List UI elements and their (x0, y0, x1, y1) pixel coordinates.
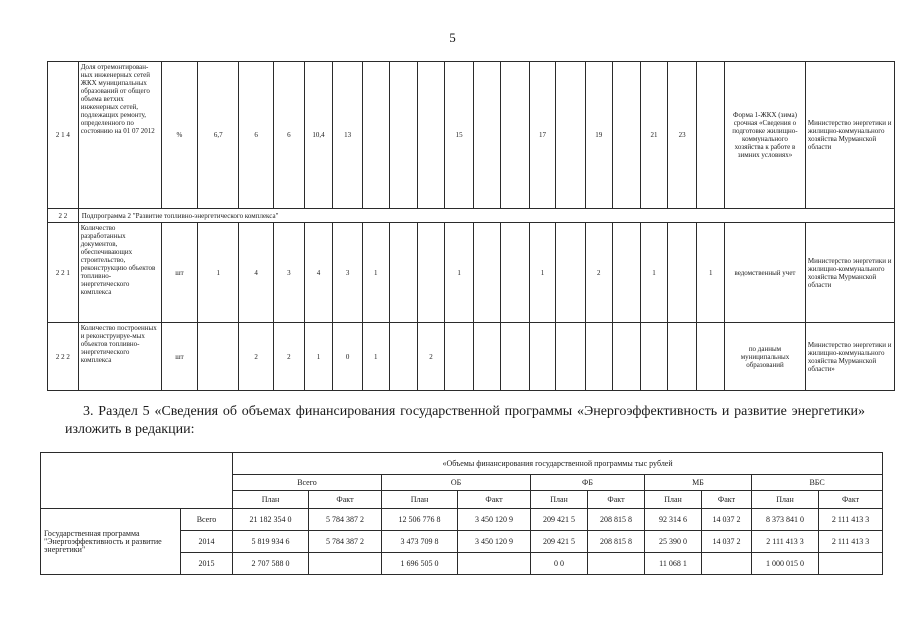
financing-table (40, 452, 883, 575)
value-cell: 1 (363, 223, 390, 323)
value-cell: 1 (444, 223, 474, 323)
value-cell: 208 815 8 (588, 509, 645, 531)
table-header-row (41, 453, 883, 475)
indicator-description: Доля отремонтирован-ных инженерных сетей ЖКХ муниципальных образований от общего объема ветхих инженерных сетей, подлежащих ремонту, определенного по состоянию на 01 07 2012 (78, 62, 161, 209)
row-number: 2 1 4 (48, 62, 79, 209)
value-cell: 11 068 1 (645, 553, 702, 575)
value-cell: 2 (274, 323, 305, 391)
indicator-description: Количество построенных и реконструируе-мых объектов топливно-энергетического комплекса (78, 323, 161, 391)
value-cell: 1 (198, 223, 239, 323)
indicator-description: Количество разработанных документов, обеспечивающих строительство, реконструкцию объектов топливно-энергетического комплекса (78, 223, 161, 323)
ministry-cell: Министерство энергетики и жилищно-коммунального хозяйства Мурманской области (805, 62, 894, 209)
value-cell: 1 (697, 223, 725, 323)
plan-label: План (382, 491, 458, 509)
value-cell: 2 111 413 3 (819, 509, 883, 531)
value-cell: 2 707 588 0 (233, 553, 309, 575)
value-cell: 209 421 5 (531, 531, 588, 553)
value-cell: 3 473 709 8 (382, 531, 458, 553)
value-cell: 6 (274, 62, 305, 209)
value-cell: 19 (585, 62, 612, 209)
unit-cell: шт (161, 323, 198, 391)
unit-cell: шт (161, 223, 198, 323)
value-cell: 13 (333, 62, 363, 209)
value-cell: 3 450 120 9 (458, 509, 531, 531)
source-cell: ведомственный учет (725, 223, 806, 323)
fact-label: Факт (309, 491, 382, 509)
value-cell: 21 (641, 62, 668, 209)
value-cell: 2 111 413 3 (752, 531, 819, 553)
table-caption: «Объемы финансирования государственной программы тыс рублей (233, 453, 883, 475)
value-cell: 1 696 505 0 (382, 553, 458, 575)
value-cell: 1 (641, 223, 668, 323)
value-cell: 23 (667, 62, 697, 209)
value-cell: 17 (529, 62, 556, 209)
value-cell (702, 553, 752, 575)
plan-label: План (752, 491, 819, 509)
group-vbs: ВБС (752, 475, 883, 491)
fact-label: Факт (702, 491, 752, 509)
row-label: Всего (181, 509, 233, 531)
row-number: 2 2 1 (48, 223, 79, 323)
table-row-22 (48, 209, 895, 223)
unit-cell: % (161, 62, 198, 209)
value-cell: 1 (304, 323, 333, 391)
fact-label: Факт (588, 491, 645, 509)
ministry-cell: Министерство энергетики и жилищно-коммунального хозяйства Мурманской области (805, 223, 894, 323)
value-cell: 15 (444, 62, 474, 209)
value-cell: 3 (333, 223, 363, 323)
value-cell (458, 553, 531, 575)
value-cell (309, 553, 382, 575)
group-fb: ФБ (531, 475, 645, 491)
value-cell: 8 373 841 0 (752, 509, 819, 531)
ministry-cell: Министерство энергетики и жилищно-коммунального хозяйства Мурманской области» (805, 323, 894, 391)
plan-label: План (531, 491, 588, 509)
indicators-table (47, 61, 895, 391)
group-mb: МБ (645, 475, 752, 491)
value-cell: 4 (304, 223, 333, 323)
page-number: 5 (449, 30, 456, 45)
value-cell: 2 (418, 323, 445, 391)
fact-label: Факт (819, 491, 883, 509)
value-cell: 6,7 (198, 62, 239, 209)
subprogram-title: Подпрограмма 2 "Развитие топливно-энергетического комплекса" (78, 209, 894, 223)
value-cell: 25 390 0 (645, 531, 702, 553)
value-cell: 10,4 (304, 62, 333, 209)
value-cell: 1 (363, 323, 390, 391)
value-cell: 2 (239, 323, 274, 391)
value-cell: 5 784 387 2 (309, 509, 382, 531)
value-cell: 92 314 6 (645, 509, 702, 531)
plan-label: План (645, 491, 702, 509)
value-cell (588, 553, 645, 575)
value-cell: 12 506 776 8 (382, 509, 458, 531)
value-cell: 6 (239, 62, 274, 209)
plan-label: План (233, 491, 309, 509)
value-cell: 0 (333, 323, 363, 391)
table-row (41, 509, 883, 531)
group-total: Всего (233, 475, 382, 491)
value-cell: 3 (274, 223, 305, 323)
value-cell: 14 037 2 (702, 509, 752, 531)
value-cell: 1 000 015 0 (752, 553, 819, 575)
value-cell: 2 111 413 3 (819, 531, 883, 553)
row-number: 2 2 2 (48, 323, 79, 391)
group-ob: ОБ (382, 475, 531, 491)
value-cell: 5 819 934 6 (233, 531, 309, 553)
section-paragraph: 3. Раздел 5 «Сведения об объемах финансирования государственной программы «Энергоэффективность и развитие энергетики» изложить в редакции: (65, 404, 865, 437)
value-cell: 209 421 5 (531, 509, 588, 531)
table-row-222 (48, 323, 895, 391)
value-cell: 14 037 2 (702, 531, 752, 553)
value-cell: 21 182 354 0 (233, 509, 309, 531)
table-row-221 (48, 223, 895, 323)
source-cell: Форма 1-ЖКХ (зима) срочная «Сведения о подготовке жилищно-коммунального хозяйства к работе в зимних условиях» (725, 62, 806, 209)
value-cell: 2 (585, 223, 612, 323)
value-cell: 208 815 8 (588, 531, 645, 553)
value-cell: 4 (239, 223, 274, 323)
value-cell (819, 553, 883, 575)
row-label: 2015 (181, 553, 233, 575)
row-number: 2 2 (48, 209, 79, 223)
value-cell: 3 450 120 9 (458, 531, 531, 553)
value-cell: 1 (529, 223, 556, 323)
value-cell: 5 784 387 2 (309, 531, 382, 553)
program-name: Государственная программа "Энергоэффективность и развитие энергетики" (41, 509, 181, 575)
fact-label: Факт (458, 491, 531, 509)
table-row-214 (48, 62, 895, 209)
row-label: 2014 (181, 531, 233, 553)
source-cell: по данным муниципальных образований (725, 323, 806, 391)
value-cell: 0 0 (531, 553, 588, 575)
